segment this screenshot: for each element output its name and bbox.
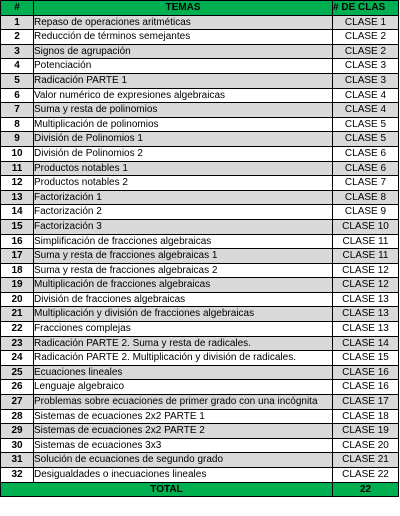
row-topic: División de Polinomios 2 bbox=[34, 146, 333, 161]
column-header-class: # DE CLAS bbox=[333, 1, 399, 16]
row-topic: Signos de agrupación bbox=[34, 44, 333, 59]
table-row bbox=[1, 234, 399, 249]
table-row bbox=[1, 351, 399, 366]
row-number: 28 bbox=[1, 409, 34, 424]
table-row bbox=[1, 30, 399, 45]
row-class: CLASE 4 bbox=[333, 103, 399, 118]
row-class: CLASE 3 bbox=[333, 59, 399, 74]
row-topic: Multiplicación y división de fracciones algebraicas bbox=[34, 307, 333, 322]
row-number: 21 bbox=[1, 307, 34, 322]
row-class: CLASE 12 bbox=[333, 278, 399, 293]
row-class: CLASE 3 bbox=[333, 73, 399, 88]
column-header-number: # bbox=[1, 1, 34, 16]
row-class: CLASE 22 bbox=[333, 468, 399, 483]
table-row bbox=[1, 249, 399, 264]
table-row bbox=[1, 88, 399, 103]
row-topic: Fracciones complejas bbox=[34, 322, 333, 337]
table-row bbox=[1, 205, 399, 220]
row-number: 2 bbox=[1, 30, 34, 45]
row-topic: Factorización 3 bbox=[34, 219, 333, 234]
table-row bbox=[1, 263, 399, 278]
table-row bbox=[1, 176, 399, 191]
row-number: 31 bbox=[1, 453, 34, 468]
row-class: CLASE 1 bbox=[333, 15, 399, 30]
row-class: CLASE 13 bbox=[333, 307, 399, 322]
row-class: CLASE 13 bbox=[333, 292, 399, 307]
row-class: CLASE 9 bbox=[333, 205, 399, 220]
row-number: 10 bbox=[1, 146, 34, 161]
row-topic: Radicación PARTE 2. Suma y resta de radicales. bbox=[34, 336, 333, 351]
row-number: 8 bbox=[1, 117, 34, 132]
table-row bbox=[1, 307, 399, 322]
row-number: 22 bbox=[1, 322, 34, 337]
row-topic: Multiplicación de polinomios bbox=[34, 117, 333, 132]
row-topic: Suma y resta de polinomios bbox=[34, 103, 333, 118]
row-class: CLASE 17 bbox=[333, 395, 399, 410]
table-row bbox=[1, 365, 399, 380]
table-row bbox=[1, 132, 399, 147]
row-class: CLASE 19 bbox=[333, 424, 399, 439]
row-number: 11 bbox=[1, 161, 34, 176]
row-number: 12 bbox=[1, 176, 34, 191]
row-topic: Solución de ecuaciones de segundo grado bbox=[34, 453, 333, 468]
table-row bbox=[1, 468, 399, 483]
row-number: 17 bbox=[1, 249, 34, 264]
row-number: 23 bbox=[1, 336, 34, 351]
total-row bbox=[1, 482, 399, 497]
row-class: CLASE 14 bbox=[333, 336, 399, 351]
row-topic: Potenciación bbox=[34, 59, 333, 74]
row-number: 20 bbox=[1, 292, 34, 307]
row-class: CLASE 5 bbox=[333, 132, 399, 147]
row-number: 3 bbox=[1, 44, 34, 59]
row-class: CLASE 10 bbox=[333, 219, 399, 234]
table-row bbox=[1, 161, 399, 176]
table-row bbox=[1, 453, 399, 468]
table-row bbox=[1, 409, 399, 424]
table-row bbox=[1, 59, 399, 74]
column-header-topics: TEMAS bbox=[34, 1, 333, 16]
row-class: CLASE 5 bbox=[333, 117, 399, 132]
table-row bbox=[1, 438, 399, 453]
row-topic: Suma y resta de fracciones algebraicas 2 bbox=[34, 263, 333, 278]
row-class: CLASE 18 bbox=[333, 409, 399, 424]
table-row bbox=[1, 190, 399, 205]
row-number: 18 bbox=[1, 263, 34, 278]
row-class: CLASE 20 bbox=[333, 438, 399, 453]
row-number: 25 bbox=[1, 365, 34, 380]
row-number: 26 bbox=[1, 380, 34, 395]
row-topic: Valor numérico de expresiones algebraicas bbox=[34, 88, 333, 103]
row-class: CLASE 6 bbox=[333, 161, 399, 176]
row-number: 6 bbox=[1, 88, 34, 103]
row-class: CLASE 16 bbox=[333, 365, 399, 380]
row-topic: Radicación PARTE 2. Multiplicación y división de radicales. bbox=[34, 351, 333, 366]
row-topic: División de fracciones algebraicas bbox=[34, 292, 333, 307]
row-topic: Radicación PARTE 1 bbox=[34, 73, 333, 88]
row-topic: Factorización 2 bbox=[34, 205, 333, 220]
row-topic: Desigualdades o inecuaciones lineales bbox=[34, 468, 333, 483]
row-topic: Simplificación de fracciones algebraicas bbox=[34, 234, 333, 249]
row-class: CLASE 11 bbox=[333, 234, 399, 249]
row-topic: Problemas sobre ecuaciones de primer grado con una incógnita bbox=[34, 395, 333, 410]
row-class: CLASE 12 bbox=[333, 263, 399, 278]
row-topic: Sistemas de ecuaciones 3x3 bbox=[34, 438, 333, 453]
row-topic: Sistemas de ecuaciones 2x2 PARTE 1 bbox=[34, 409, 333, 424]
row-number: 4 bbox=[1, 59, 34, 74]
row-number: 19 bbox=[1, 278, 34, 293]
row-class: CLASE 4 bbox=[333, 88, 399, 103]
table-body bbox=[1, 15, 399, 482]
row-topic: Reducción de términos semejantes bbox=[34, 30, 333, 45]
row-class: CLASE 7 bbox=[333, 176, 399, 191]
row-number: 1 bbox=[1, 15, 34, 30]
table-row bbox=[1, 73, 399, 88]
total-label: TOTAL bbox=[1, 482, 333, 497]
row-topic: Repaso de operaciones aritméticas bbox=[34, 15, 333, 30]
row-topic: Sistemas de ecuaciones 2x2 PARTE 2 bbox=[34, 424, 333, 439]
table-row bbox=[1, 44, 399, 59]
row-class: CLASE 15 bbox=[333, 351, 399, 366]
row-class: CLASE 13 bbox=[333, 322, 399, 337]
table-row bbox=[1, 146, 399, 161]
row-number: 16 bbox=[1, 234, 34, 249]
row-topic: Ecuaciones lineales bbox=[34, 365, 333, 380]
row-topic: Factorización 1 bbox=[34, 190, 333, 205]
row-number: 9 bbox=[1, 132, 34, 147]
row-number: 30 bbox=[1, 438, 34, 453]
row-topic: Productos notables 2 bbox=[34, 176, 333, 191]
row-class: CLASE 6 bbox=[333, 146, 399, 161]
row-class: CLASE 21 bbox=[333, 453, 399, 468]
row-class: CLASE 16 bbox=[333, 380, 399, 395]
row-number: 5 bbox=[1, 73, 34, 88]
row-number: 15 bbox=[1, 219, 34, 234]
table-row bbox=[1, 103, 399, 118]
row-class: CLASE 2 bbox=[333, 44, 399, 59]
row-topic: División de Polinomios 1 bbox=[34, 132, 333, 147]
table-header-row bbox=[1, 1, 399, 16]
table-row bbox=[1, 278, 399, 293]
table-row bbox=[1, 219, 399, 234]
table-row bbox=[1, 292, 399, 307]
row-topic: Lenguaje algebraico bbox=[34, 380, 333, 395]
row-number: 32 bbox=[1, 468, 34, 483]
table-row bbox=[1, 15, 399, 30]
row-number: 7 bbox=[1, 103, 34, 118]
table-row bbox=[1, 336, 399, 351]
row-class: CLASE 2 bbox=[333, 30, 399, 45]
row-class: CLASE 8 bbox=[333, 190, 399, 205]
table-row bbox=[1, 424, 399, 439]
row-number: 24 bbox=[1, 351, 34, 366]
table-row bbox=[1, 322, 399, 337]
row-topic: Multiplicación de fracciones algebraicas bbox=[34, 278, 333, 293]
row-class: CLASE 11 bbox=[333, 249, 399, 264]
table-row bbox=[1, 117, 399, 132]
total-value: 22 bbox=[333, 482, 399, 497]
row-number: 13 bbox=[1, 190, 34, 205]
row-number: 27 bbox=[1, 395, 34, 410]
row-topic: Productos notables 1 bbox=[34, 161, 333, 176]
table-row bbox=[1, 380, 399, 395]
row-number: 29 bbox=[1, 424, 34, 439]
table-row bbox=[1, 395, 399, 410]
row-number: 14 bbox=[1, 205, 34, 220]
row-topic: Suma y resta de fracciones algebraicas 1 bbox=[34, 249, 333, 264]
